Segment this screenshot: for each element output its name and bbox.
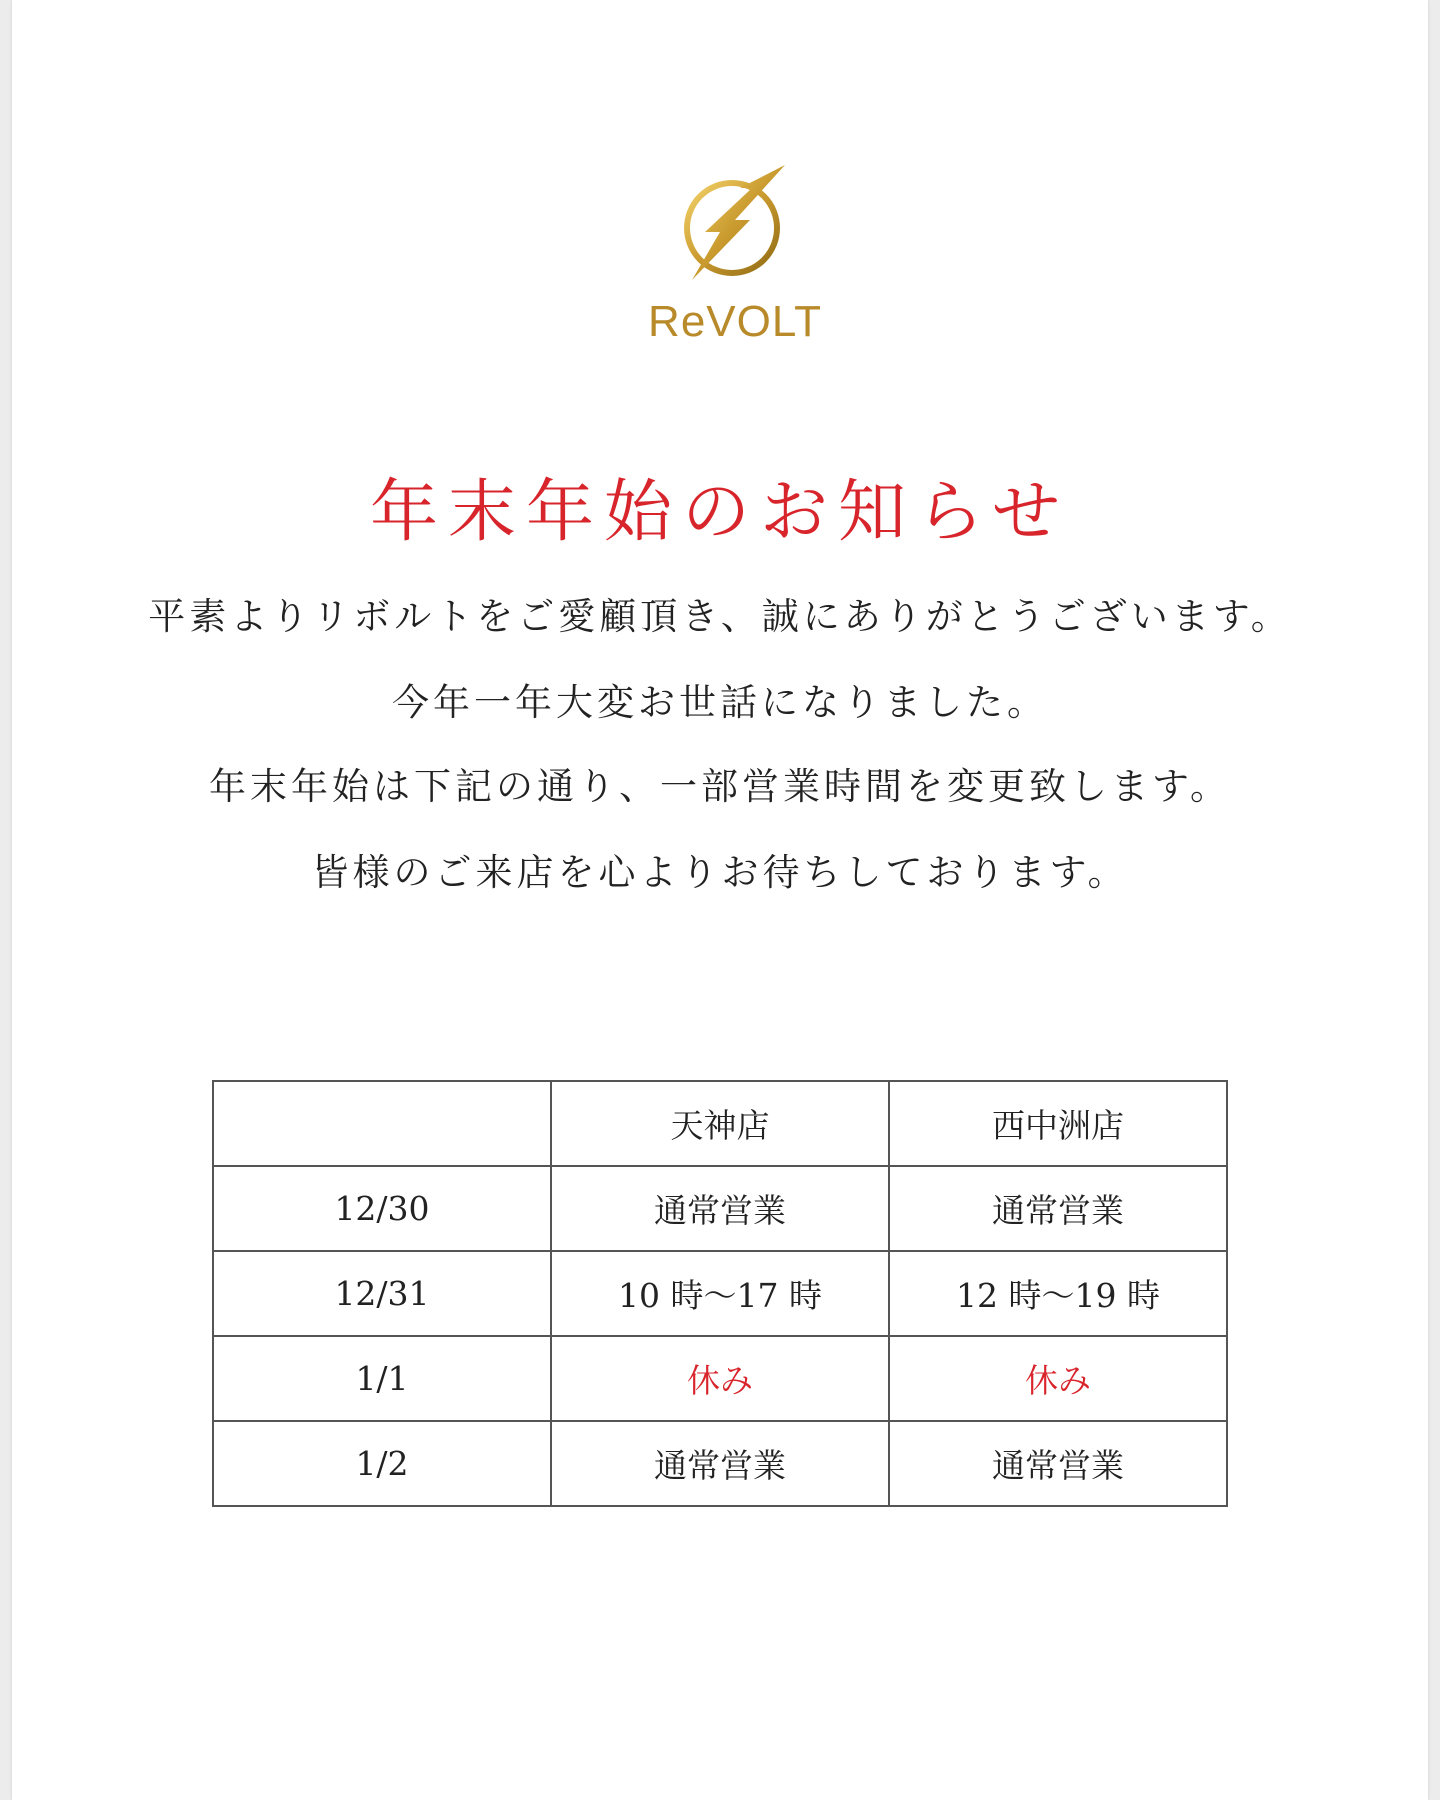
tenjin-hours: 通常営業: [551, 1166, 889, 1251]
tenjin-hours: 10 時～17 時: [551, 1251, 889, 1336]
header-nishinakasu-store: 西中洲店: [889, 1081, 1227, 1166]
notice-title: 年末年始のお知らせ: [370, 473, 1070, 552]
table-row: [213, 1251, 1227, 1336]
nishinakasu-hours: 通常営業: [889, 1166, 1227, 1251]
row-date: 1/1: [213, 1336, 551, 1421]
nishinakasu-hours: 12 時～19 時: [889, 1251, 1227, 1336]
nishinakasu-hours-closed: 休み: [889, 1336, 1227, 1421]
closing-line: 皆様のご来店を心よりお待ちしております。: [311, 851, 1129, 894]
table-row: [213, 1166, 1227, 1251]
table-row: [213, 1336, 1227, 1421]
lightning-bolt-in-ring-icon: [640, 160, 830, 350]
hours-change-line: 年末年始は下記の通り、一部営業時間を変更致します。: [208, 765, 1232, 808]
svg-text:ReVOLT: ReVOLT: [648, 297, 822, 346]
tenjin-hours-closed: 休み: [551, 1336, 889, 1421]
table-header-row: [213, 1081, 1227, 1166]
row-date: 1/2: [213, 1421, 551, 1506]
table-row: [213, 1421, 1227, 1506]
row-date: 12/31: [213, 1251, 551, 1336]
notice-page: [12, 0, 1428, 1800]
header-tenjin-store: 天神店: [551, 1081, 889, 1166]
holiday-schedule-table: [212, 1080, 1228, 1507]
greeting-line: 平素よりリボルトをご愛顧頂き、誠にありがとうございます。: [148, 595, 1292, 638]
header-date: [213, 1081, 551, 1166]
nishinakasu-hours: 通常営業: [889, 1421, 1227, 1506]
thanks-line: 今年一年大変お世話になりました。: [392, 681, 1048, 724]
revolt-logo: [640, 160, 830, 350]
row-date: 12/30: [213, 1166, 551, 1251]
tenjin-hours: 通常営業: [551, 1421, 889, 1506]
